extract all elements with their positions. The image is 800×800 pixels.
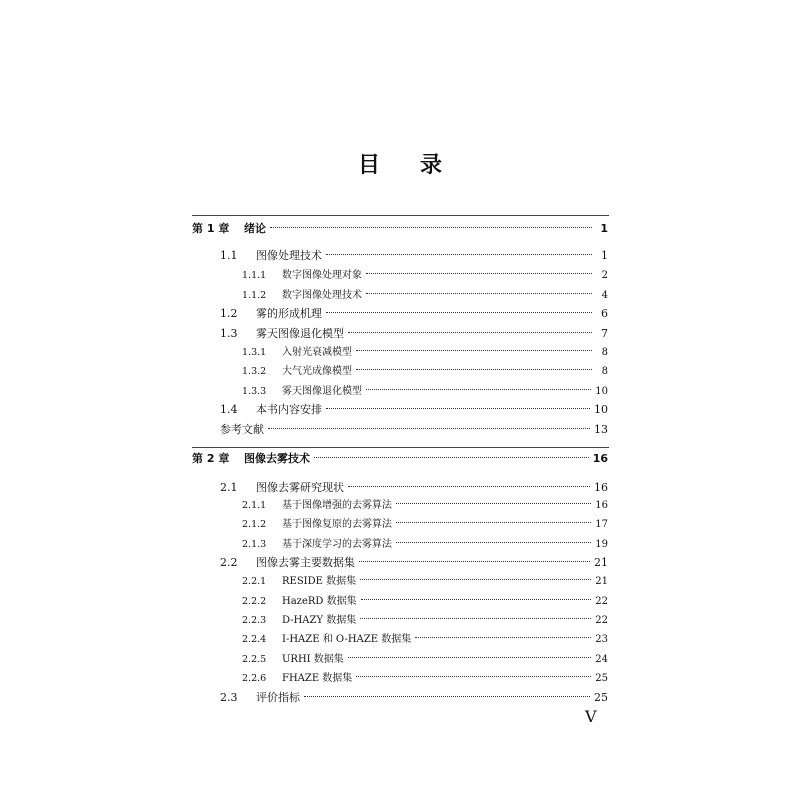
dot-leader — [304, 696, 590, 697]
dot-leader — [326, 254, 592, 255]
toc-page-number: 10 — [594, 403, 608, 416]
toc-number: 1.3.2 — [242, 366, 267, 377]
toc-title: D-HAZY 数据集 — [282, 615, 357, 626]
toc-title: 图像处理技术 — [256, 249, 322, 262]
dot-leader — [415, 637, 591, 638]
toc-title: FHAZE 数据集 — [282, 673, 353, 684]
dot-leader — [359, 561, 590, 562]
toc-title: 绪论 — [244, 222, 266, 235]
chapter-1-rule — [192, 215, 609, 216]
toc-page-number: 10 — [595, 386, 608, 397]
toc-number: 2.1.3 — [242, 539, 267, 550]
toc-title: 评价指标 — [256, 691, 300, 704]
toc-section-row[interactable] — [220, 401, 608, 419]
dot-leader — [326, 312, 592, 313]
dot-leader — [356, 350, 592, 351]
dot-leader — [356, 676, 591, 677]
dot-leader — [270, 227, 592, 228]
title-part-1: 目 — [357, 153, 380, 178]
toc-title: 基于深度学习的去雾算法 — [282, 539, 392, 550]
toc-title: 基于图像增强的去雾算法 — [282, 500, 392, 511]
toc-title: 基于图像复原的去雾算法 — [282, 519, 392, 530]
toc-subsection-row[interactable] — [242, 536, 608, 554]
toc-page-number: 6 — [601, 307, 608, 320]
dot-leader — [360, 618, 591, 619]
toc-page-number: 22 — [595, 615, 608, 626]
dot-leader — [361, 599, 592, 600]
toc-page-number: 21 — [594, 556, 608, 569]
toc-title: I-HAZE 和 O-HAZE 数据集 — [282, 634, 412, 645]
toc-title: 数字图像处理对象 — [282, 270, 362, 281]
toc-page-number: 23 — [595, 634, 608, 645]
toc-subsection-row[interactable] — [242, 267, 608, 285]
page-folio: V — [585, 707, 597, 726]
toc-page-number: 24 — [595, 654, 608, 665]
toc-title: 图像去雾研究现状 — [256, 481, 344, 494]
dot-leader — [360, 579, 591, 580]
toc-number: 1.1.2 — [242, 290, 267, 301]
toc-number: 2.2.1 — [242, 576, 267, 587]
toc-title: HazeRD 数据集 — [282, 596, 357, 607]
toc-subsection-row[interactable] — [242, 383, 608, 401]
dot-leader — [366, 293, 592, 294]
toc-section-row[interactable] — [220, 554, 608, 572]
toc-title: 入射光衰减模型 — [282, 347, 352, 358]
dot-leader — [356, 369, 592, 370]
toc-number: 2.2.5 — [242, 654, 267, 665]
dot-leader — [314, 457, 589, 458]
toc-title: 参考文献 — [220, 423, 264, 436]
toc-number: 2.2.6 — [242, 673, 267, 684]
dot-leader — [326, 408, 590, 409]
dot-leader — [348, 657, 591, 658]
toc-subsection-row[interactable] — [242, 612, 608, 630]
toc-subsection-row[interactable] — [242, 573, 608, 591]
toc-subsection-row[interactable] — [242, 593, 608, 611]
toc-chapter-row[interactable] — [192, 220, 608, 238]
toc-subsection-row[interactable] — [242, 651, 608, 669]
toc-title: 雾天图像退化模型 — [256, 327, 344, 340]
toc-page-number: 17 — [595, 519, 608, 530]
toc-section-row[interactable] — [220, 479, 608, 497]
toc-page-number: 8 — [601, 347, 608, 358]
toc-page-number: 19 — [595, 539, 608, 550]
toc-page-number: 8 — [601, 366, 608, 377]
toc-number: 1.1 — [220, 249, 238, 262]
toc-number: 1.4 — [220, 403, 238, 416]
title-part-2: 录 — [420, 153, 443, 178]
toc-page-number: 16 — [594, 481, 608, 494]
toc-title: 大气光成像模型 — [282, 366, 352, 377]
toc-title: 图像去雾主要数据集 — [256, 556, 355, 569]
toc-page-number: 21 — [595, 576, 608, 587]
toc-page-number: 1 — [600, 222, 608, 235]
toc-title: 图像去雾技术 — [244, 452, 310, 465]
toc-number: 2.1.1 — [242, 500, 267, 511]
dot-leader — [348, 332, 592, 333]
dot-leader — [396, 522, 591, 523]
toc-subsection-row[interactable] — [242, 631, 608, 649]
toc-number: 1.3.1 — [242, 347, 267, 358]
toc-section-row[interactable] — [220, 421, 608, 439]
toc-subsection-row[interactable] — [242, 344, 608, 362]
toc-number: 2.2.4 — [242, 634, 267, 645]
toc-page-number: 16 — [595, 500, 608, 511]
toc-section-row[interactable] — [220, 247, 608, 265]
toc-title: 数字图像处理技术 — [282, 290, 362, 301]
toc-subsection-row[interactable] — [242, 287, 608, 305]
toc-number: 1.2 — [220, 307, 238, 320]
toc-page-number: 1 — [601, 249, 608, 262]
toc-page-number: 2 — [601, 270, 608, 281]
toc-number: 2.1 — [220, 481, 238, 494]
toc-number: 1.3 — [220, 327, 238, 340]
page-title — [0, 148, 800, 179]
toc-page-number: 13 — [594, 423, 608, 436]
toc-number: 2.2.2 — [242, 596, 267, 607]
toc-page-number: 25 — [594, 691, 608, 704]
toc-title: 雾天图像退化模型 — [282, 386, 362, 397]
toc-number: 1.1.1 — [242, 270, 267, 281]
toc-subsection-row[interactable] — [242, 670, 608, 688]
dot-leader — [396, 542, 591, 543]
toc-subsection-row[interactable] — [242, 516, 608, 534]
toc-number: 第 2 章 — [192, 452, 230, 465]
toc-page-number: 4 — [601, 290, 608, 301]
toc-section-row[interactable] — [220, 305, 608, 323]
toc-page-number: 22 — [595, 596, 608, 607]
toc-number: 2.3 — [220, 691, 238, 704]
dot-leader — [268, 428, 590, 429]
toc-title: 本书内容安排 — [256, 403, 322, 416]
toc-number: 第 1 章 — [192, 222, 230, 235]
dot-leader — [366, 389, 591, 390]
toc-page-number: 25 — [595, 673, 608, 684]
toc-number: 2.2 — [220, 556, 238, 569]
toc-title: RESIDE 数据集 — [282, 576, 357, 587]
toc-section-row[interactable] — [220, 689, 608, 707]
toc-number: 2.1.2 — [242, 519, 267, 530]
toc-subsection-row[interactable] — [242, 363, 608, 381]
dot-leader — [366, 273, 592, 274]
toc-page-number: 7 — [601, 327, 608, 340]
dot-leader — [348, 486, 590, 487]
toc-subsection-row[interactable] — [242, 497, 608, 515]
chapter-2-rule — [192, 447, 609, 448]
toc-number: 2.2.3 — [242, 615, 267, 626]
toc-title: 雾的形成机理 — [256, 307, 322, 320]
toc-chapter-row[interactable] — [192, 450, 608, 468]
toc-page-number: 16 — [592, 452, 608, 465]
toc-title: URHI 数据集 — [282, 654, 344, 665]
dot-leader — [396, 503, 591, 504]
toc-number: 1.3.3 — [242, 386, 267, 397]
toc-section-row[interactable] — [220, 325, 608, 343]
